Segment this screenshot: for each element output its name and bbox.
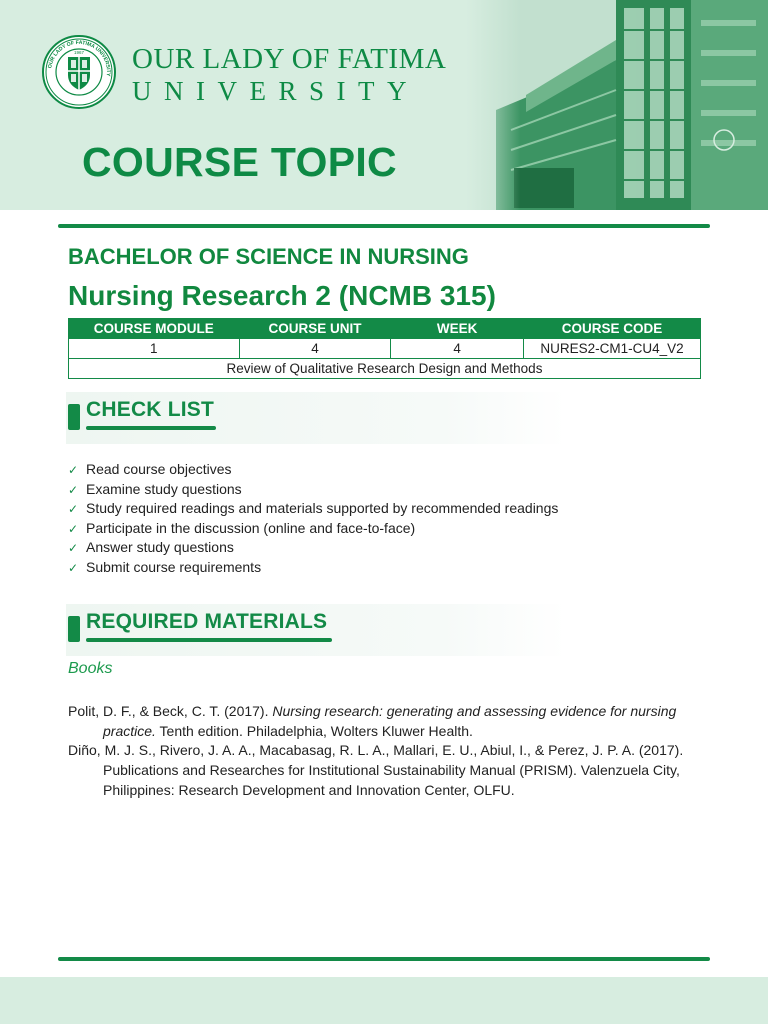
reference-authors: Diño, M. J. S., Rivero, J. A. A., Macabasag, R. L. A., Mallari, E. U., Abiul, I., & Perez, J. P. A. (2017). Publications and Researches for Institutional Sustainability Manual (PRISM). Valenzuela City, Philippines: Research Development and Innovation Center, OLFU. [68, 742, 684, 798]
course-code-value: NURES2-CM1-CU4_V2 [524, 339, 701, 359]
checkmark-icon: ✓ [68, 560, 79, 575]
checklist-item-label: Read course objectives [86, 461, 232, 477]
list-item [68, 460, 558, 480]
checklist-item-label: Answer study questions [86, 539, 234, 556]
list-item [68, 558, 558, 578]
checkmark-icon: ✓ [68, 502, 79, 517]
university-name-line2: UNIVERSITY [132, 76, 419, 106]
header-course-module: COURSE MODULE [69, 319, 240, 339]
table-row [69, 339, 701, 359]
header-course-code: COURSE CODE [524, 319, 701, 339]
campus-building-icon [466, 0, 768, 210]
materials-title: REQUIRED MATERIALS [86, 610, 328, 633]
checklist-item-label: Study required readings and materials supported by recommended readings [86, 500, 559, 517]
list-item [68, 499, 558, 519]
section-underline [86, 426, 216, 430]
reference-title: Nursing research: generating and assessing evidence for nursing practice. [103, 703, 677, 739]
checkmark-icon: ✓ [68, 541, 79, 556]
checklist-section-header [66, 392, 566, 444]
course-title: Nursing Research 2 (NCMB 315) [68, 280, 496, 311]
page-title: COURSE TOPIC [82, 139, 397, 185]
section-underline [86, 638, 332, 642]
reference-item [68, 702, 708, 741]
university-name [132, 44, 446, 106]
course-topic-value: Review of Qualitative Research Design and Methods [69, 359, 701, 379]
reference-details: Tenth edition. Philadelphia, Wolters Kluwer Health. [155, 722, 473, 739]
week-value: 4 [391, 339, 524, 359]
list-item [68, 538, 558, 558]
checkmark-icon: ✓ [68, 463, 79, 477]
checklist [68, 460, 558, 578]
checkmark-icon: ✓ [68, 521, 79, 536]
university-name-line1: OUR LADY OF FATIMA [132, 43, 447, 75]
top-divider [58, 224, 710, 228]
seal-ring-text: OUR LADY OF FATIMA UNIVERSITY [47, 39, 112, 77]
checklist-item-label: Submit course requirements [86, 558, 262, 575]
list-item [68, 519, 558, 539]
reference-item [68, 741, 708, 800]
university-seal-icon [42, 35, 116, 109]
page-footer [0, 977, 768, 1024]
header-course-unit: COURSE UNIT [239, 319, 391, 339]
table-row [69, 359, 701, 379]
checklist-item-label: Participate in the discussion (online and face-to-face) [86, 519, 416, 536]
program-name: BACHELOR OF SCIENCE IN NURSING [68, 244, 469, 269]
table-header-row [69, 319, 701, 339]
checklist-item-label: Examine study questions [86, 480, 242, 497]
page-header [0, 0, 768, 210]
checklist-title: CHECK LIST [86, 398, 214, 421]
section-marker [68, 404, 80, 430]
books-heading: Books [68, 660, 113, 677]
checkmark-icon: ✓ [68, 482, 79, 497]
seal-year: 1967 [73, 50, 85, 55]
header-week: WEEK [391, 319, 524, 339]
materials-section-header [66, 604, 566, 656]
course-unit-value: 4 [239, 339, 391, 359]
course-module-value: 1 [69, 339, 240, 359]
section-marker [68, 616, 80, 642]
course-info-table [68, 318, 701, 379]
reference-authors: Polit, D. F., & Beck, C. T. (2017). [68, 703, 273, 719]
reference-list [68, 702, 708, 801]
bottom-divider [58, 957, 710, 961]
list-item [68, 480, 558, 500]
